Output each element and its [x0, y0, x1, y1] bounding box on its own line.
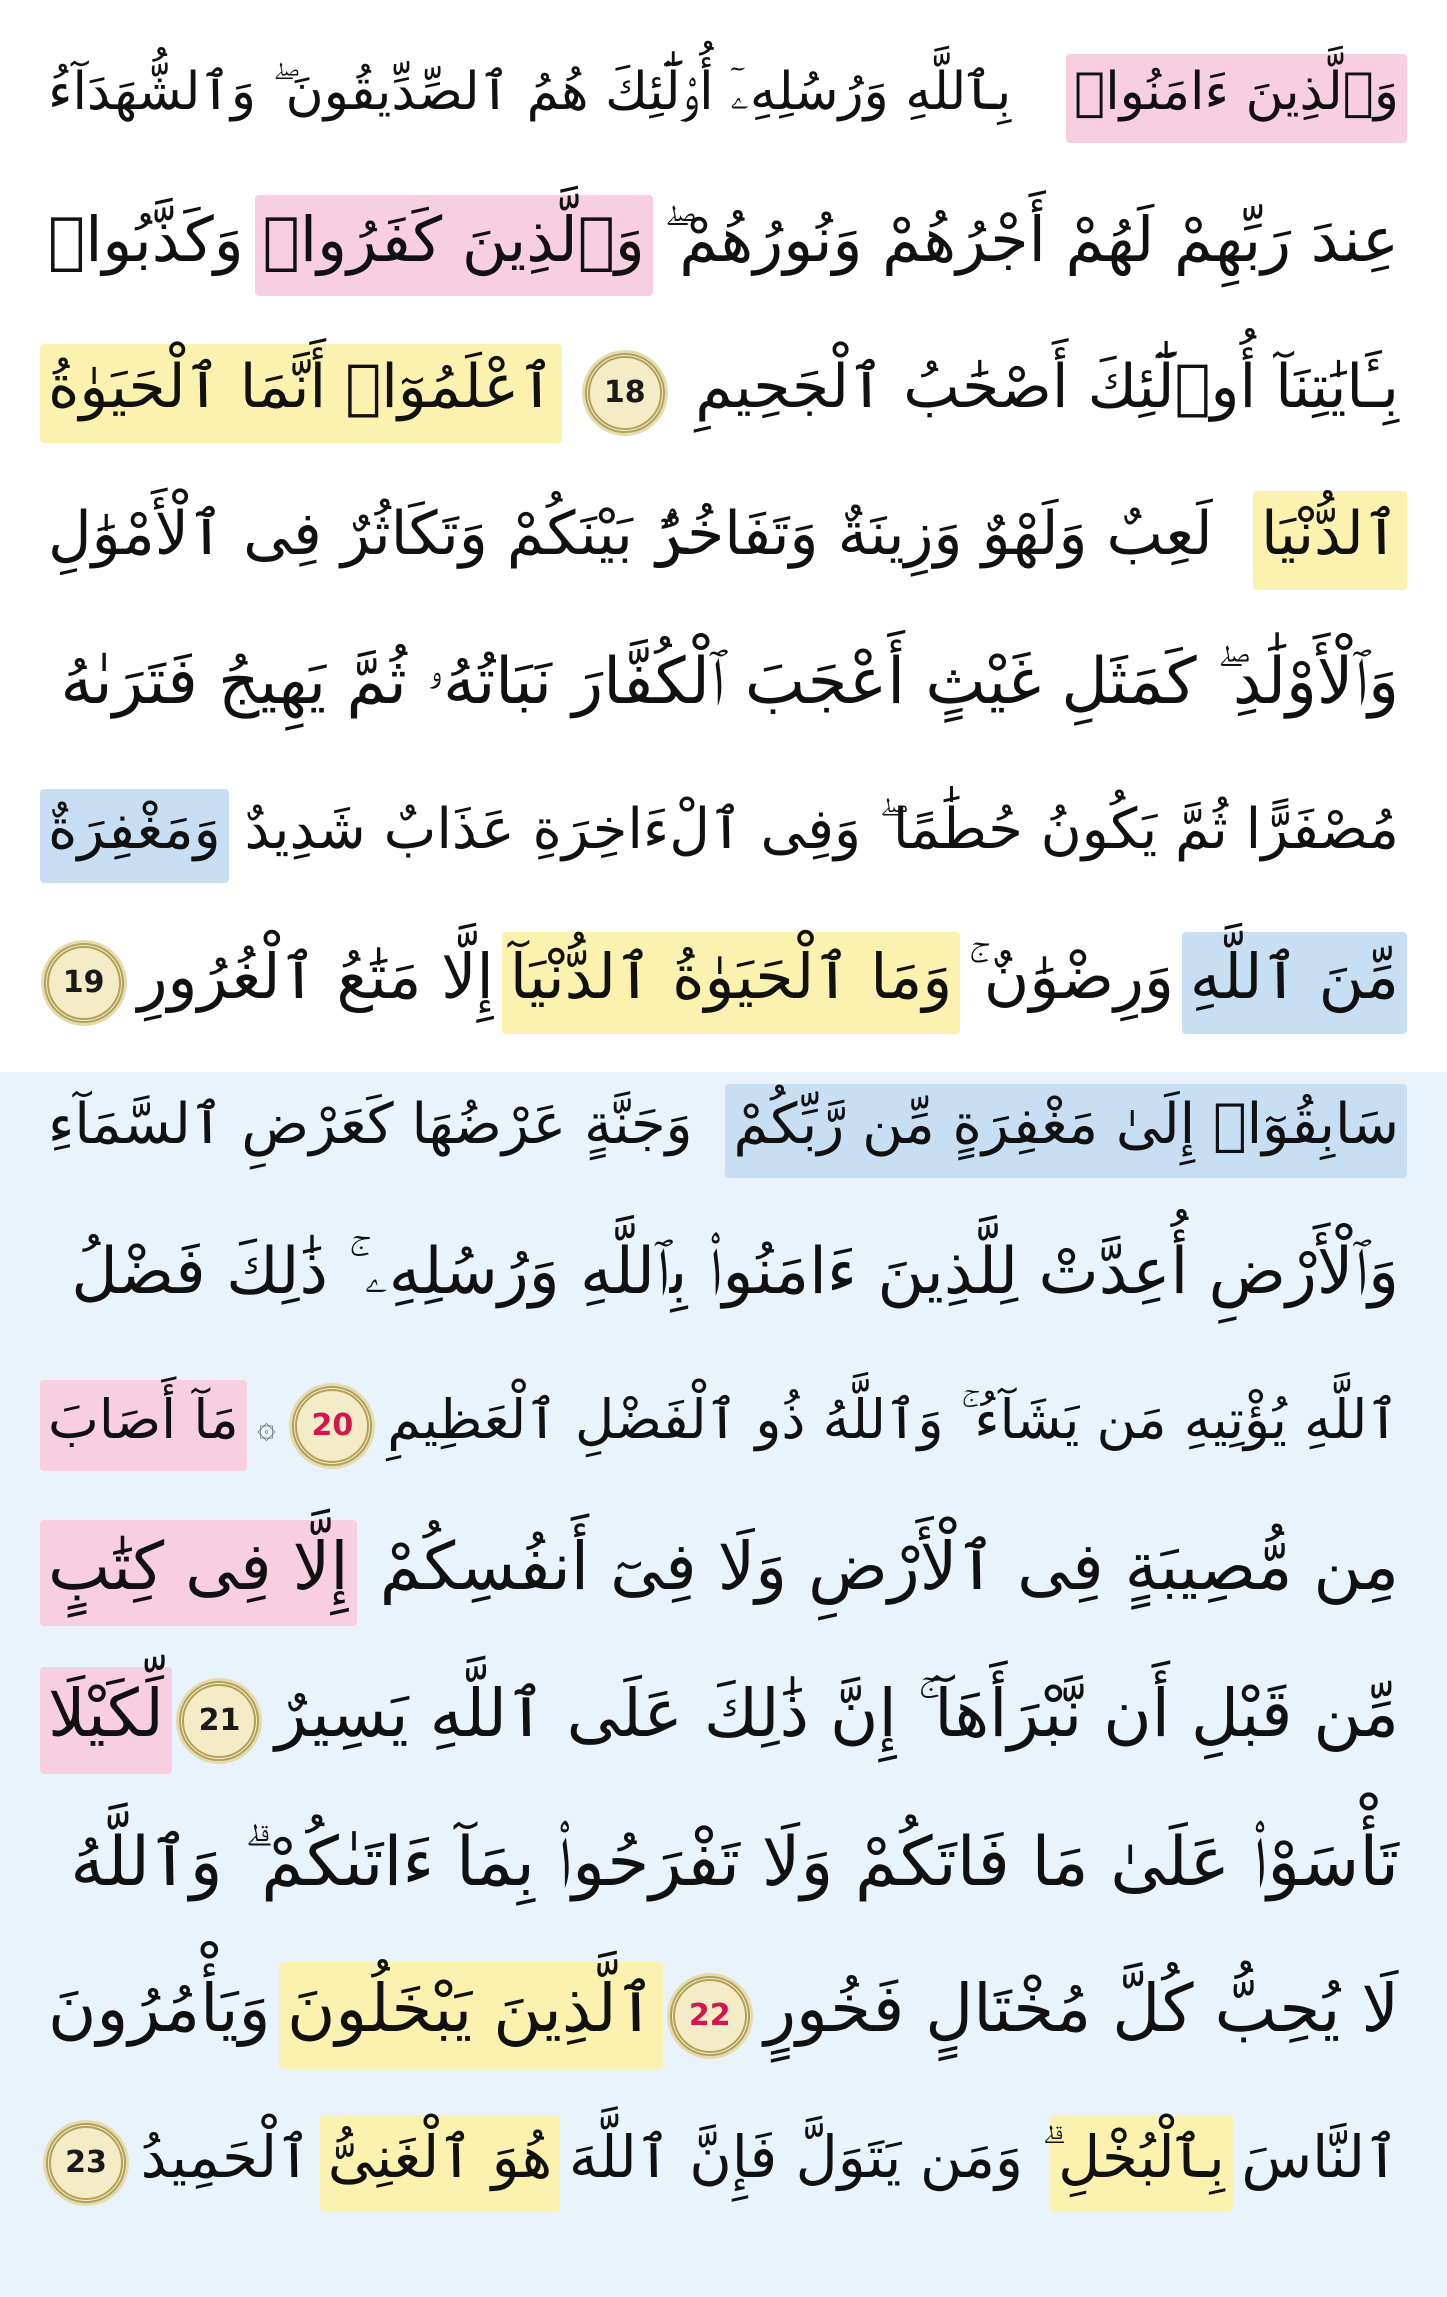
text-line — [40, 1346, 1407, 1506]
highlighted-phrase: ٱعْلَمُوٓا۟ أَنَّمَا ٱلْحَيَوٰةُ — [40, 344, 562, 443]
text-line — [40, 1641, 1407, 1801]
verse-text: ٱللَّهِ يُؤْتِيهِ مَن يَشَآءُ ۚ وَٱللَّهُ ذُو ٱلْفَضْلِ ٱلْعَظِيمِ — [387, 1387, 1399, 1451]
text-line — [40, 461, 1407, 621]
verse-text: تَأْسَوْا۟ عَلَىٰ مَا فَاتَكُمْ وَلَا تَفْرَحُوا۟ بِمَآ ءَاتَىٰكُمْ ۗ وَٱللَّهُ — [70, 1822, 1399, 1902]
verse-text: مِّن قَبْلِ أَن نَّبْرَأَهَآ ۚ إِنَّ ذَٰلِكَ عَلَى ٱللَّهِ يَسِيرٌ — [275, 1675, 1399, 1753]
highlighted-phrase: بِٱلْبُخْلِ — [1050, 2115, 1233, 2212]
verse-text: ۗ وَمَن يَتَوَلَّ فَإِنَّ ٱللَّهَ — [568, 2122, 1042, 2191]
verse-text: مُصْفَرًّا ثُمَّ يَكُونُ حُطَٰمًا ۖ وَفِى ٱلْءَاخِرَةِ عَذَابٌ شَدِيدٌ — [244, 796, 1399, 862]
text-line — [40, 756, 1407, 916]
highlighted-phrase: سَابِقُوٓا۟ إِلَىٰ مَغْفِرَةٍ مِّن رَّبِّكُمْ — [725, 1084, 1407, 1178]
text-line — [40, 1051, 1407, 1211]
highlighted-phrase: وَمَا ٱلْحَيَوٰةُ ٱلدُّنْيَآ — [502, 932, 961, 1034]
text-line — [40, 2083, 1407, 2243]
text-line — [40, 1936, 1407, 2096]
highlighted-phrase: ٱلدُّنْيَا — [1253, 491, 1407, 590]
verse-text: وَجَنَّةٍ عَرْضُهَا كَعَرْضِ ٱلسَّمَآءِ — [48, 1091, 693, 1157]
verse-number-marker: 21 — [179, 1681, 259, 1761]
highlighted-phrase: إِلَّا فِى كِتَٰبٍ — [40, 1520, 357, 1627]
verse-text: لَا يُحِبُّ كُلَّ مُخْتَالٍ فَخُورٍ — [764, 1970, 1399, 2048]
verse-number-marker: 19 — [44, 943, 124, 1023]
highlighted-phrase: وَمَغْفِرَةٌ — [40, 789, 229, 883]
highlighted-phrase: مَآ أَصَابَ — [40, 1380, 247, 1472]
highlighted-phrase: لِّكَيْلَا — [40, 1667, 172, 1774]
highlighted-phrase: مِّنَ ٱللَّهِ — [1182, 932, 1407, 1034]
verse-text: وَرِضْوَٰنٌ ۚ — [968, 940, 1174, 1014]
text-line — [40, 313, 1407, 473]
highlighted-phrase: ٱلَّذِينَ يَبْخَلُونَ — [279, 1962, 663, 2069]
text-line — [40, 1198, 1407, 1358]
highlighted-phrase: هُوَ ٱلْغَنِىُّ — [320, 2115, 560, 2212]
verse-text: مِن مُّصِيبَةٍ فِى ٱلْأَرْضِ وَلَا فِىٓ أَنفُسِكُمْ — [379, 1527, 1399, 1605]
highlighted-phrase: وَٱلَّذِينَ ءَامَنُوا۟ — [1066, 54, 1407, 143]
text-line — [40, 903, 1407, 1063]
text-line — [40, 1788, 1407, 1948]
verse-number-marker: 23 — [46, 2123, 126, 2203]
text-line — [40, 608, 1407, 768]
verse-number-marker: 18 — [585, 353, 665, 433]
verse-text: عِندَ رَبِّهِمْ لَهُمْ أَجْرُهُمْ وَنُورُهُمْ ۖ — [663, 202, 1399, 276]
highlighted-phrase: وَٱلَّذِينَ كَفَرُوا۟ — [255, 195, 653, 297]
rub-el-hizb-icon: ۞ — [257, 1406, 276, 1445]
text-line — [40, 1493, 1407, 1653]
verse-text: بِـَٔايَٰتِنَآ أُو۟لَٰٓئِكَ أَصْحَٰبُ ٱلْجَحِيمِ — [695, 351, 1399, 422]
verse-text: وَيَأْمُرُونَ — [48, 1970, 271, 2048]
verse-text: وَكَذَّبُوا۟ — [48, 202, 244, 276]
verse-text: بِٱللَّهِ وَرُسُلِهِۦٓ أُو۟لَٰٓئِكَ هُمُ ٱلصِّدِّيقُونَ ۖ وَٱلشُّهَدَآءُ — [48, 61, 1012, 122]
verse-text: وَٱلْأَوْلَٰدِ ۖ كَمَثَلِ غَيْثٍ أَعْجَبَ ٱلْكُفَّارَ نَبَاتُهُۥ ثُمَّ يَهِيجُ فَتَرَىٰهُ — [60, 645, 1399, 719]
text-line — [40, 18, 1407, 178]
verse-text: ٱلْحَمِيدُ — [140, 2122, 312, 2191]
verse-text: ٱلنَّاسَ — [1241, 2122, 1399, 2191]
text-line — [40, 166, 1407, 326]
verse-text: وَٱلْأَرْضِ أُعِدَّتْ لِلَّذِينَ ءَامَنُوا۟ بِٱللَّهِ وَرُسُلِهِۦ ۚ ذَٰلِكَ فَضْلُ — [71, 1235, 1399, 1309]
verse-text: إِلَّا مَتَٰعُ ٱلْغُرُورِ — [137, 940, 494, 1014]
verse-number-marker: 22 — [670, 1976, 750, 2056]
verse-text: لَعِبٌ وَلَهْوٌ وَزِينَةٌ وَتَفَاخُرٌۢ بَيْنَكُمْ وَتَكَاثُرٌ فِى ٱلْأَمْوَٰلِ — [48, 499, 1213, 569]
verse-number-marker: 20 — [292, 1386, 372, 1466]
